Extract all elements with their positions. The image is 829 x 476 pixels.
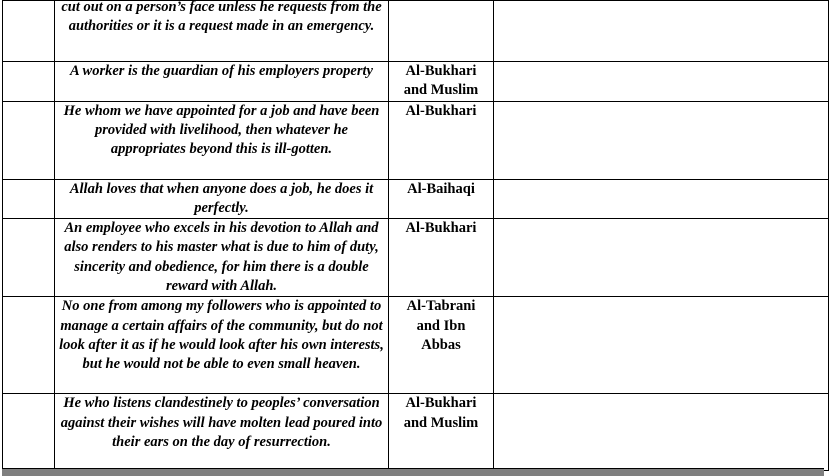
hadith-text: A worker is the guardian of his employers property: [70, 63, 373, 79]
source-cell: [389, 219, 494, 297]
hadith-text-cell: [55, 101, 389, 179]
index-cell: [3, 62, 55, 102]
source-cell: [389, 62, 494, 102]
notes-cell: [494, 297, 829, 394]
index-cell: [3, 297, 55, 394]
notes-cell: [494, 62, 829, 102]
table-row: [3, 394, 829, 471]
source-cell: [389, 394, 494, 471]
hadith-text-cell: [55, 394, 389, 471]
table-row: [3, 62, 829, 102]
source-cell: [389, 1, 494, 62]
source-cell: [389, 101, 494, 179]
hadith-text: cut out on a person’s face unless he requests from the authorities or it is a request made in an emergency.: [61, 0, 382, 35]
source-text: Al-Bukhari: [405, 102, 477, 119]
notes-cell: [494, 219, 829, 297]
table-row: [3, 297, 829, 394]
source-text: Al-Baihaqi: [407, 180, 475, 197]
index-cell: [3, 219, 55, 297]
source-cell: [389, 179, 494, 219]
index-cell: [3, 179, 55, 219]
hadith-table: [2, 0, 829, 471]
notes-cell: [494, 101, 829, 179]
hadith-text-cell: [55, 62, 389, 102]
source-cell: [389, 297, 494, 394]
table-row: [3, 101, 829, 179]
hadith-text-cell: [55, 1, 389, 62]
table-row: [3, 1, 829, 62]
source-text: Al-Bukhari: [405, 220, 477, 237]
index-cell: [3, 1, 55, 62]
index-cell: [3, 394, 55, 471]
hadith-text: Allah loves that when anyone does a job, he does it perfectly.: [69, 180, 374, 216]
notes-cell: [494, 1, 829, 62]
hadith-text-cell: [55, 179, 389, 219]
hadith-text: He whom we have appointed for a job and have been provided with livelihood, then whatever he appropriates beyond this is ill-gotten.: [63, 102, 380, 158]
index-cell: [3, 101, 55, 179]
source-text: Al-Bukhari and Muslim: [403, 63, 479, 99]
hadith-text: No one from among my followers who is appointed to manage a certain affairs of the community, but do not look after it as if he would look after his own interests, but he would not be able to even small heaven.: [59, 298, 384, 373]
hadith-text-cell: [55, 297, 389, 394]
source-text: Al-Bukhari and Muslim: [403, 395, 479, 431]
table-row: [3, 219, 829, 297]
notes-cell: [494, 394, 829, 471]
hadith-text: He who listens clandestinely to peoples’ conversation against their wishes will have molten lead poured into their ears on the day of resurrection.: [60, 395, 383, 450]
source-text: Al-Tabrani and Ibn Abbas: [406, 298, 476, 353]
notes-cell: [494, 179, 829, 219]
hadith-text: An employee who excels in his devotion to Allah and also renders to his master what is due to him of duty, sincerity and obedience, for him there is a double reward with Allah.: [64, 220, 379, 295]
table-row: [3, 179, 829, 219]
hadith-text-cell: [55, 219, 389, 297]
